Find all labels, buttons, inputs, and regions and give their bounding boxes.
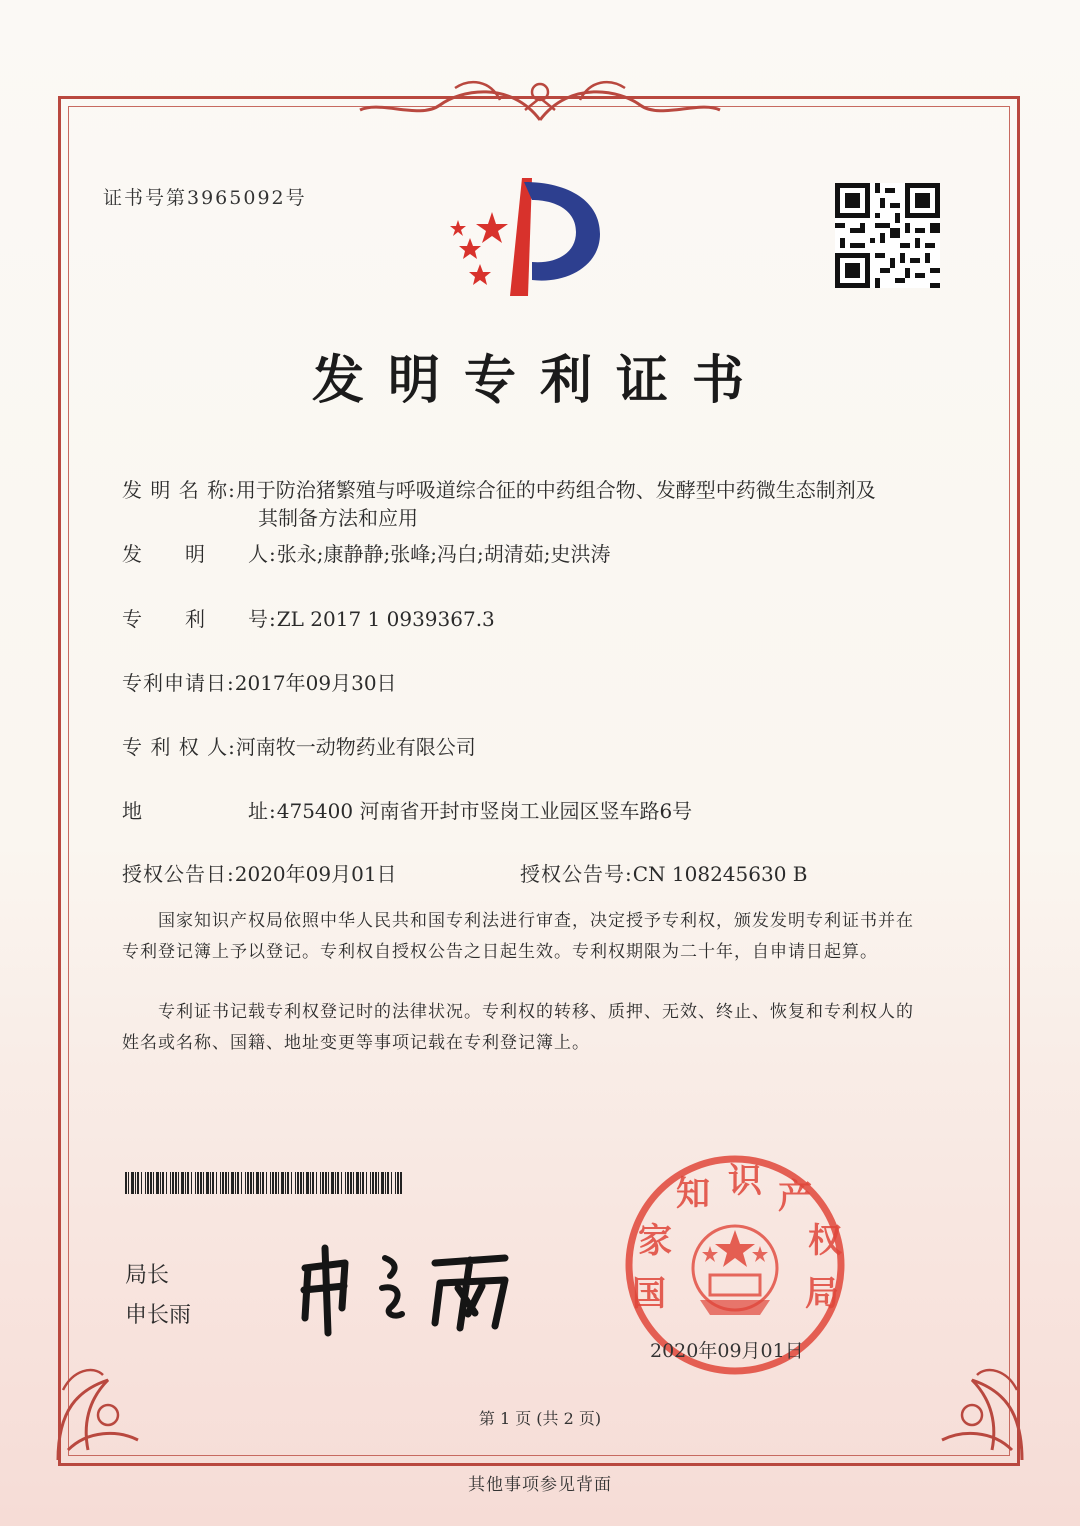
grant-statement-paragraph: 国家知识产权局依照中华人民共和国专利法进行审查，决定授予专利权，颁发发明专利证书并在专利登记簿上予以登记。专利权自授权公告之日起生效。专利权期限为二十年，自申请日起算。 xyxy=(122,911,914,962)
patentee-value: 河南牧一动物药业有限公司 xyxy=(235,735,476,759)
invention-name-label: 发 明 名 称: xyxy=(122,478,236,502)
director-name: 申长雨 xyxy=(125,1303,192,1328)
filing-date-label: 专利申请日: xyxy=(122,671,235,695)
invention-name-continued xyxy=(258,502,418,531)
address-label: 地 址: xyxy=(122,799,277,823)
patent-number-value: ZL 2017 1 0939367.3 xyxy=(276,607,495,631)
invention-name-value-line2: 其制备方法和应用 xyxy=(258,506,418,530)
director-signature xyxy=(290,1228,530,1338)
address-value: 475400 河南省开封市竖岗工业园区竖车路6号 xyxy=(276,799,693,823)
corner-ornament-bottom-right xyxy=(922,1330,1032,1470)
page-number: 第 1 页 (共 2 页) xyxy=(478,1409,602,1428)
patent-number-row xyxy=(122,603,495,632)
grant-number-row xyxy=(520,858,808,887)
grant-date-label: 授权公告日: xyxy=(122,862,235,886)
svg-text:国 家 知 识: 国 家 知 识 产 权 局 xyxy=(632,1161,842,1314)
inventor-label: 发 明 人: xyxy=(122,542,277,566)
seal-date: 2020年09月01日 xyxy=(650,1340,804,1362)
certificate-title: 发明专利证书 xyxy=(311,350,768,411)
patentee-row xyxy=(122,731,476,760)
patentee-label: 专 利 权 人: xyxy=(122,735,236,759)
footer-note: 其他事项参见背面 xyxy=(468,1475,612,1495)
filing-date-row xyxy=(122,667,397,696)
grant-date-row xyxy=(122,858,397,887)
address-row xyxy=(122,795,692,824)
grant-number-value: CN 108245630 B xyxy=(632,862,808,886)
inner-border xyxy=(68,106,1010,1456)
inventor-value: 张永;康静静;张峰;冯白;胡清茹;史洪涛 xyxy=(276,542,611,566)
invention-name-value: 用于防治猪繁殖与呼吸道综合征的中药组合物、发酵型中药微生态制剂及 xyxy=(235,478,876,502)
invention-name-row xyxy=(122,474,876,503)
corner-ornament-bottom-left xyxy=(48,1330,158,1470)
grant-date-value: 2020年09月01日 xyxy=(234,862,397,886)
inventor-row xyxy=(122,538,610,567)
grant-number-label: 授权公告号: xyxy=(520,862,633,886)
certificate-number: 证书号第3965092号 xyxy=(103,187,307,209)
patent-number-label: 专 利 号: xyxy=(122,607,277,631)
patent-office-logo xyxy=(440,172,610,302)
top-ornament xyxy=(340,70,740,130)
legal-status-paragraph: 专利证书记载专利权登记时的法律状况。专利权的转移、质押、无效、终止、恢复和专利权人的姓名或名称、国籍、地址变更等事项记载在专利登记簿上。 xyxy=(122,1002,914,1053)
qr-code xyxy=(835,183,940,288)
filing-date-value: 2017年09月30日 xyxy=(234,671,397,695)
director-title: 局长 xyxy=(125,1263,170,1288)
barcode xyxy=(125,1172,405,1194)
